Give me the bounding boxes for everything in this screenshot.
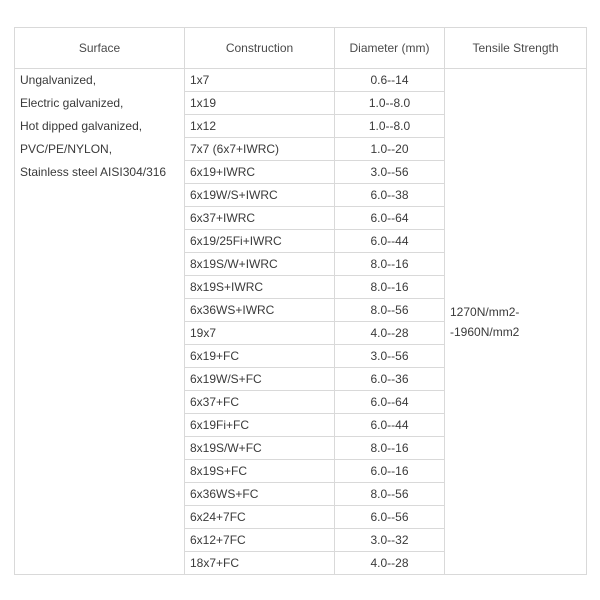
cell-construction: 1x12 xyxy=(185,115,335,138)
header-diameter: Diameter (mm) xyxy=(335,28,445,69)
cell-diameter: 1.0--8.0 xyxy=(335,92,445,115)
cell-surface xyxy=(15,276,185,299)
cell-construction: 8x19S+IWRC xyxy=(185,276,335,299)
cell-diameter: 6.0--64 xyxy=(335,207,445,230)
cell-diameter: 6.0--16 xyxy=(335,460,445,483)
cell-surface xyxy=(15,414,185,437)
cell-surface: Stainless steel AISI304/316 xyxy=(15,161,185,184)
cell-surface xyxy=(15,299,185,322)
cell-diameter: 4.0--28 xyxy=(335,322,445,345)
cell-construction: 8x19S/W+IWRC xyxy=(185,253,335,276)
cell-construction: 6x19+IWRC xyxy=(185,161,335,184)
cell-diameter: 8.0--16 xyxy=(335,437,445,460)
cell-diameter: 0.6--14 xyxy=(335,69,445,92)
cell-tensile-strength xyxy=(445,69,587,575)
cell-construction: 6x19/25Fi+IWRC xyxy=(185,230,335,253)
cell-surface xyxy=(15,529,185,552)
cell-surface xyxy=(15,345,185,368)
cell-diameter: 1.0--20 xyxy=(335,138,445,161)
cell-construction: 19x7 xyxy=(185,322,335,345)
cell-diameter: 8.0--56 xyxy=(335,483,445,506)
tensile-strength-max: -1960N/mm2 xyxy=(450,324,520,339)
cell-diameter: 6.0--44 xyxy=(335,414,445,437)
header-surface: Surface xyxy=(15,28,185,69)
cell-construction: 8x19S/W+FC xyxy=(185,437,335,460)
cell-construction: 7x7 (6x7+IWRC) xyxy=(185,138,335,161)
cell-construction: 1x7 xyxy=(185,69,335,92)
cell-diameter: 6.0--36 xyxy=(335,368,445,391)
cell-surface xyxy=(15,207,185,230)
cell-construction: 6x19W/S+IWRC xyxy=(185,184,335,207)
cell-diameter: 8.0--56 xyxy=(335,299,445,322)
cell-construction: 6x19Fi+FC xyxy=(185,414,335,437)
cell-diameter: 6.0--38 xyxy=(335,184,445,207)
cell-surface xyxy=(15,184,185,207)
cell-diameter: 4.0--28 xyxy=(335,552,445,575)
cell-construction: 6x37+IWRC xyxy=(185,207,335,230)
cell-diameter: 1.0--8.0 xyxy=(335,115,445,138)
cell-surface xyxy=(15,437,185,460)
cell-surface xyxy=(15,483,185,506)
table-header-row xyxy=(15,28,587,69)
cell-diameter: 3.0--32 xyxy=(335,529,445,552)
cell-construction: 6x36WS+IWRC xyxy=(185,299,335,322)
tensile-strength-min: 1270N/mm2- xyxy=(450,304,520,319)
cell-diameter: 3.0--56 xyxy=(335,345,445,368)
cell-surface xyxy=(15,368,185,391)
cell-diameter: 8.0--16 xyxy=(335,276,445,299)
cell-surface: Hot dipped galvanized, xyxy=(15,115,185,138)
header-construction: Construction xyxy=(185,28,335,69)
cell-construction: 8x19S+FC xyxy=(185,460,335,483)
cell-diameter: 6.0--56 xyxy=(335,506,445,529)
cell-surface xyxy=(15,322,185,345)
cell-construction: 6x12+7FC xyxy=(185,529,335,552)
header-tensile-strength: Tensile Strength xyxy=(445,28,587,69)
cell-construction: 1x19 xyxy=(185,92,335,115)
cell-surface xyxy=(15,506,185,529)
cell-surface xyxy=(15,552,185,575)
cell-surface xyxy=(15,230,185,253)
cell-construction: 6x37+FC xyxy=(185,391,335,414)
wire-rope-spec-table xyxy=(14,27,587,575)
cell-surface xyxy=(15,253,185,276)
cell-construction: 6x19W/S+FC xyxy=(185,368,335,391)
cell-construction: 6x19+FC xyxy=(185,345,335,368)
cell-diameter: 6.0--64 xyxy=(335,391,445,414)
table-row xyxy=(15,69,587,92)
cell-construction: 6x24+7FC xyxy=(185,506,335,529)
cell-diameter: 8.0--16 xyxy=(335,253,445,276)
cell-surface xyxy=(15,391,185,414)
cell-surface xyxy=(15,460,185,483)
table-body xyxy=(15,69,587,575)
cell-construction: 18x7+FC xyxy=(185,552,335,575)
cell-diameter: 6.0--44 xyxy=(335,230,445,253)
cell-construction: 6x36WS+FC xyxy=(185,483,335,506)
cell-surface: PVC/PE/NYLON, xyxy=(15,138,185,161)
cell-diameter: 3.0--56 xyxy=(335,161,445,184)
cell-surface: Ungalvanized, xyxy=(15,69,185,92)
cell-surface: Electric galvanized, xyxy=(15,92,185,115)
